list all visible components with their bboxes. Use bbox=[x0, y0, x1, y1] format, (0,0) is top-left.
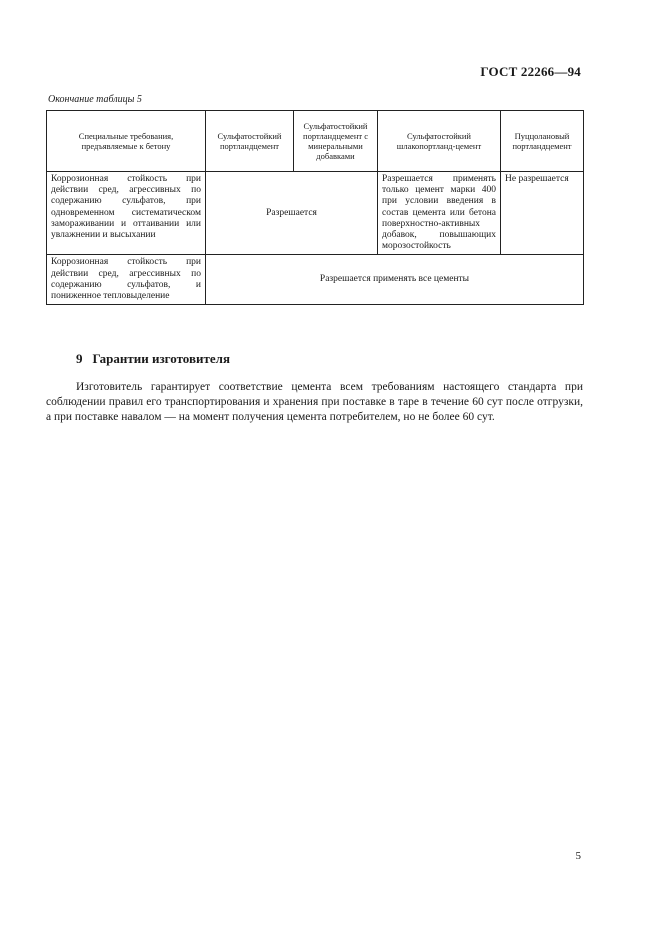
slag-cement-cell: Разрешается применять только цемент марки 400 при условии введения в состав цемента или бетона поверхностно-активных добавок, повышающих морозостойкость bbox=[378, 172, 501, 255]
page-number: 5 bbox=[575, 850, 581, 862]
column-header: Сульфатостойкий шлакопортланд-цемент bbox=[378, 111, 501, 172]
section-number: 9 bbox=[76, 351, 83, 366]
table-header-row bbox=[47, 111, 584, 172]
requirement-cell: Коррозионная стойкость при действии сред, агрессивных по содержанию сульфатов, при одновременном систематическом замораживании и оттаивании или увлажнении и высыхании bbox=[47, 172, 206, 255]
requirements-table bbox=[46, 110, 584, 305]
merged-permission-cell: Разрешается применять все цементы bbox=[206, 255, 584, 305]
section-title: Гарантии изготовителя bbox=[92, 351, 230, 366]
column-header: Сульфатостойкий портландцемент bbox=[206, 111, 294, 172]
column-header: Специальные требования, предъявляемые к бетону bbox=[47, 111, 206, 172]
section-paragraph: Изготовитель гарантирует соответствие цемента всем требованиям настоящего стандарта при соблюдении правил его транспортирования и хранения при поставке в таре в течение 60 сут после отгрузки, а при поставке навалом — на момент получения цемента потребителем, но не более 60 сут. bbox=[46, 381, 583, 423]
table-row bbox=[47, 172, 584, 255]
table-row bbox=[47, 255, 584, 305]
requirement-cell: Коррозионная стойкость при действии сред, агрессивных по содержанию сульфатов, и пониженное тепловыделение bbox=[47, 255, 206, 305]
column-header: Пуццолановый портландцемент bbox=[501, 111, 584, 172]
section-heading bbox=[76, 351, 230, 367]
column-header: Сульфатостойкий портландцемент с минеральными добавками bbox=[294, 111, 378, 172]
pozzolanic-cement-cell: Не разрешается bbox=[501, 172, 584, 255]
document-header: ГОСТ 22266—94 bbox=[480, 64, 581, 79]
table-caption: Окончание таблицы 5 bbox=[48, 94, 142, 105]
merged-permission-cell: Разрешается bbox=[206, 172, 378, 255]
